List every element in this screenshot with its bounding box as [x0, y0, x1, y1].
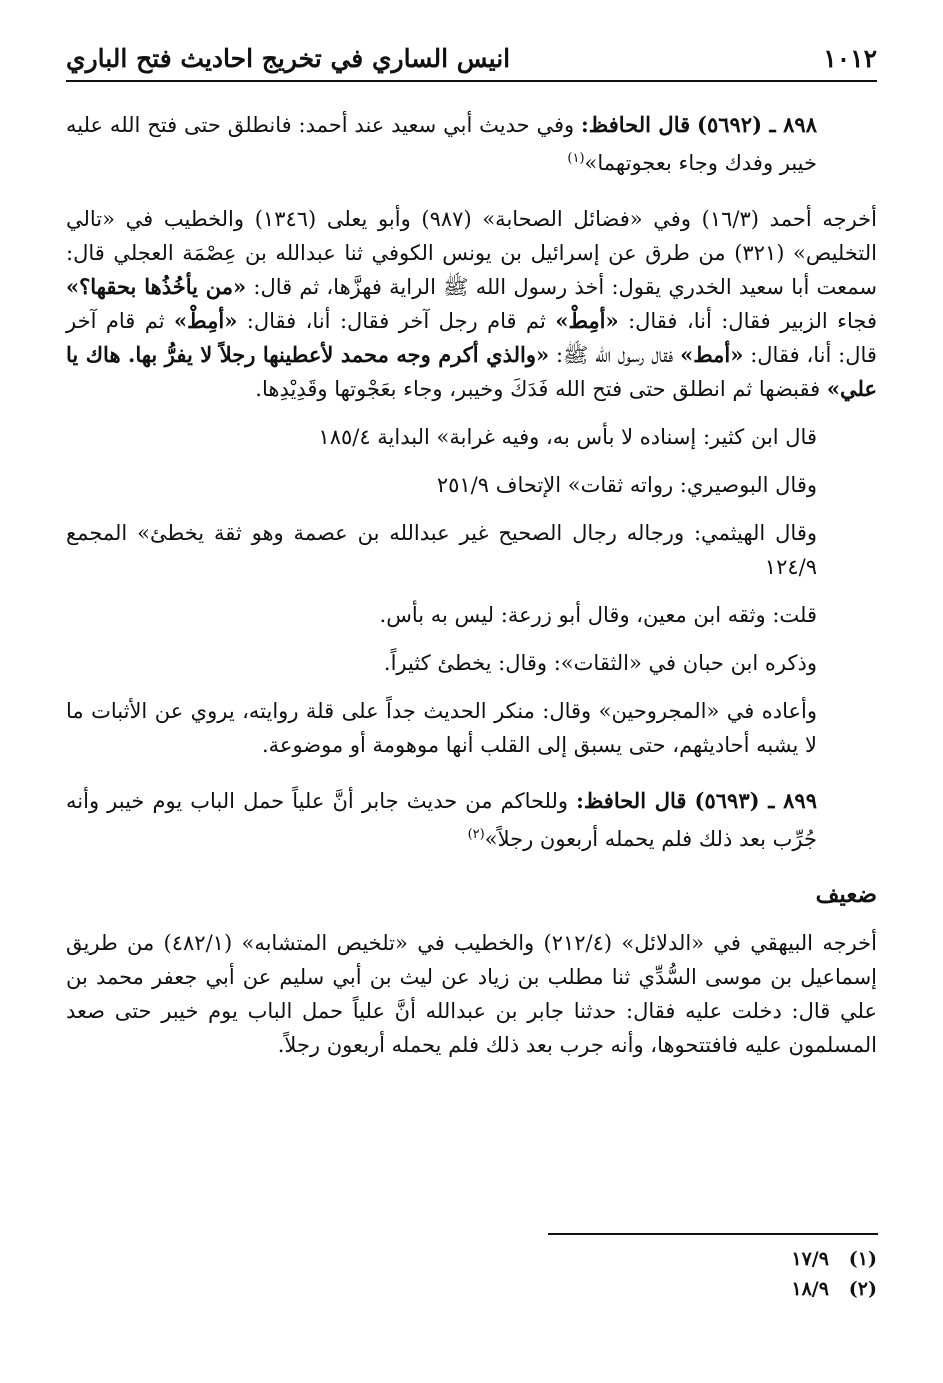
- hadith-number: ٨٩٩ ـ (٥٦٩٣): [694, 788, 817, 813]
- hadith-text: وللحاكم من حديث جابر أنَّ علياً حمل الباب يوم خيبر وأنه جُرِّب بعد ذلك فلم يحمله أربعون رجلاً»: [66, 789, 817, 851]
- hadith-text: وفي حديث أبي سعيد عند أحمد: فانطلق حتى فتح الله عليه خيبر وفدك وجاء بعجوتهما»: [66, 113, 817, 175]
- hadith-number: ٨٩٨ ـ (٥٦٩٢): [697, 112, 817, 137]
- takhrij-text: أخرجه أحمد (١٦/٣) وفي «فضائل الصحابة» (٩٨٧) وأبو يعلى (١٣٤٦) والخطيب في «تالي التخليص» (٣٢١) من طرق عن إسرائيل بن يونس الكوفي ثنا عبدالله بن عِصْمَة العجلي قال: سمعت أبا سعيد الخدري يقول: أخذ رسول الله ﷺ الراية فهزَّها، ثم قال:: [66, 207, 877, 299]
- grading-verdict: ضعيف: [815, 881, 877, 908]
- hadith-898: [66, 108, 877, 180]
- takhrij-898: [66, 202, 877, 406]
- note-ibn-hibban: وذكره ابن حبان في «الثقات»: وقال: يخطئ كثيراً.: [383, 651, 817, 675]
- footnote-item: [791, 1244, 877, 1274]
- book-title: انيس الساري في تخريج احاديث فتح الباري: [66, 43, 511, 73]
- footnote-item: [791, 1274, 877, 1304]
- takhrij-text: فجاء الزبير فقال: أنا، فقال:: [628, 309, 877, 333]
- takhrij-text: فقبضها ثم انطلق حتى فتح الله فَدَكَ وخيبر، وجاء بعَجْوتها وقَدِيْدِها.: [255, 377, 821, 401]
- hadith-899: [66, 784, 877, 856]
- takhrij-text: فقال رسول الله ﷺ:: [555, 343, 674, 367]
- note-qultu: قلت: وثقه ابن معين، وقال أبو زرعة: ليس به بأس.: [379, 603, 817, 627]
- hadith-speaker: قال الحافظ:: [576, 788, 687, 813]
- page-number: ١٠١٢: [823, 43, 877, 73]
- takhrij-text: ثم قام رجل آخر فقال: أنا، فقال:: [246, 309, 546, 333]
- takhrij-text: ثم قام آخر قال: أنا، فقال:: [66, 309, 877, 367]
- footnote-mark: (٢): [848, 1278, 877, 1300]
- prophet-quote: «والذي أكرم وجه محمد لأعطينها رجلاً لا يفرُّ بها. هاك يا علي»: [66, 342, 877, 401]
- prophet-quote: «من يأخُذُها بحقها؟»: [66, 274, 247, 299]
- prophet-quote: «أمط»: [680, 342, 744, 367]
- prophet-quote: «أمِطْ»: [174, 308, 238, 333]
- takhrij-899: أخرجه البيهقي في «الدلائل» (٢١٢/٤) والخطيب في «تلخيص المتشابه» (٤٨٢/١) من طريق إسماعيل بن موسى السُّدِّي ثنا مطلب بن زياد عن ليث بن أبي سليم عن أبي جعفر محمد بن علي قال: دخلت عليه فقال: حدثنا جابر بن عبدالله أنَّ علياً حمل الباب يوم خيبر حتى صعد المسلمون عليه فافتتحوها، وأنه جرب بعد ذلك فلم يحمله أربعون رجلاً.: [66, 931, 877, 1057]
- footnote-ref: (١): [567, 151, 585, 166]
- footnote-ref: (٢): [467, 827, 485, 842]
- footnote-text: ١٧/٩: [791, 1248, 829, 1270]
- prophet-quote: «أمِطْ»: [555, 308, 619, 333]
- footnotes: [791, 1244, 877, 1304]
- footnote-divider: [548, 1233, 878, 1235]
- page-header: [66, 36, 877, 82]
- quote-busiri: وقال البوصيري: رواته ثقات» الإتحاف ٢٥١/٩: [436, 473, 817, 497]
- footnote-mark: (١): [848, 1248, 877, 1270]
- quote-ibn-kathir: قال ابن كثير: إسناده لا بأس به، وفيه غرابة» البداية ١٨٥/٤: [318, 425, 817, 449]
- quote-haythami: وقال الهيثمي: ورجاله رجال الصحيح غير عبدالله بن عصمة وهو ثقة يخطئ» المجمع ١٢٤/٩: [66, 521, 817, 579]
- hadith-speaker: قال الحافظ:: [581, 112, 691, 137]
- page-body: [66, 108, 877, 1062]
- footnote-text: ١٨/٩: [791, 1278, 829, 1300]
- note-majruhin: وأعاده في «المجروحين» وقال: منكر الحديث جداً على قلة روايته، يروي عن الأثبات ما لا يشبه أحاديثهم، حتى يسبق إلى القلب أنها موهومة أو موضوعة.: [66, 699, 817, 757]
